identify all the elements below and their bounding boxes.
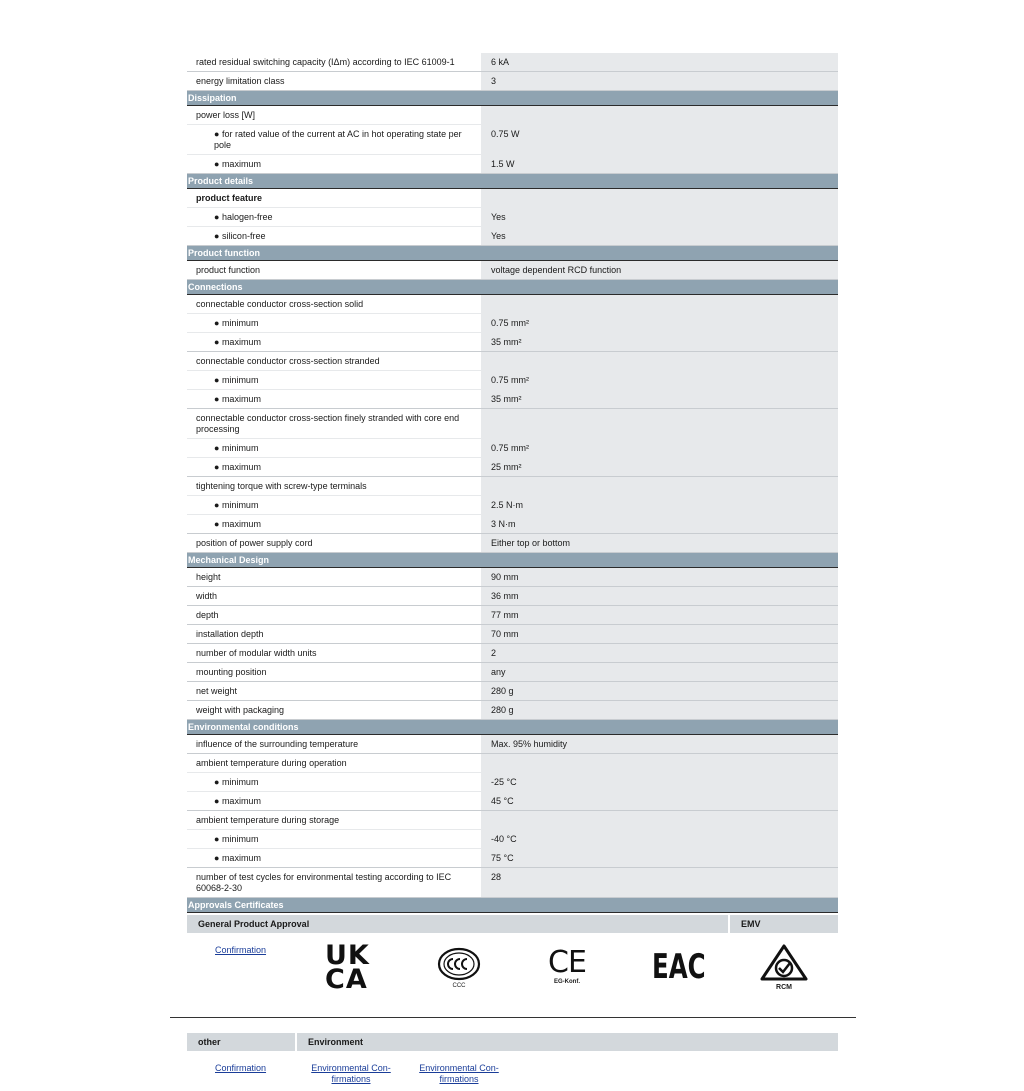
- spec-label: [187, 773, 481, 791]
- spec-label: [187, 314, 481, 332]
- spec-label: installation depth: [187, 625, 481, 643]
- spec-row: [187, 587, 838, 606]
- spec-value: [481, 754, 838, 772]
- spec-label-text: silicon-free: [221, 231, 266, 241]
- spec-value: Either top or bottom: [481, 534, 838, 552]
- spec-value: 2: [481, 644, 838, 662]
- spec-row: [187, 409, 838, 439]
- spec-row: [187, 208, 838, 227]
- spec-value: 280 g: [481, 701, 838, 719]
- spec-row: [187, 352, 838, 371]
- spec-row: [187, 390, 838, 409]
- spec-row: [187, 811, 838, 830]
- spec-row: [187, 439, 838, 458]
- spec-label: power loss [W]: [187, 106, 481, 124]
- eac-mark: EAC: [652, 947, 706, 987]
- ccc-caption: CCC: [452, 983, 466, 989]
- spec-row: [187, 496, 838, 515]
- spec-label-text: maximum: [221, 796, 261, 806]
- spec-label: [187, 333, 481, 351]
- spec-label: position of power supply cord: [187, 534, 481, 552]
- spec-value: 280 g: [481, 682, 838, 700]
- ukca-line2: CA: [325, 964, 368, 995]
- section-header-connections: Connections: [187, 280, 838, 295]
- spec-row: [187, 477, 838, 496]
- spec-row: [187, 458, 838, 477]
- bullet-icon: ●: [214, 231, 222, 241]
- spec-value: 77 mm: [481, 606, 838, 624]
- bullet-icon: ●: [214, 159, 222, 169]
- spec-label: [187, 496, 481, 514]
- bullet-icon: ●: [214, 500, 222, 510]
- spec-label: connectable conductor cross-section finely stranded with core end processing: [187, 409, 481, 438]
- spec-value: 90 mm: [481, 568, 838, 586]
- spec-label: [187, 458, 481, 476]
- approval-logos: [187, 933, 838, 1033]
- spec-value: 0.75 mm²: [481, 314, 838, 332]
- section-header-mechanical: Mechanical Design: [187, 553, 838, 568]
- spec-value: 45 °C: [481, 792, 838, 810]
- spec-value: 0.75 W: [481, 125, 838, 154]
- spec-row: [187, 868, 838, 898]
- confirmation-link[interactable]: Confirmation: [215, 945, 267, 955]
- ccc-mark-icon: [437, 947, 481, 981]
- bullet-icon: ●: [214, 375, 222, 385]
- spec-label-text: maximum: [221, 853, 261, 863]
- spec-value: [481, 352, 838, 370]
- bullet-icon: ●: [214, 337, 222, 347]
- spec-label: influence of the surrounding temperature: [187, 735, 481, 753]
- spec-row: [187, 189, 838, 208]
- spec-label: energy limitation class: [187, 72, 481, 90]
- spec-value: 75 °C: [481, 849, 838, 867]
- spec-value: 0.75 mm²: [481, 371, 838, 389]
- environmental-confirmations-link-1[interactable]: [307, 1063, 395, 1085]
- other-header: other: [198, 1037, 221, 1047]
- emv-header: EMV: [728, 915, 838, 933]
- bullet-icon: ●: [214, 777, 222, 787]
- spec-label: connectable conductor cross-section solid: [187, 295, 481, 313]
- spec-row: [187, 227, 838, 246]
- spec-row: [187, 754, 838, 773]
- spec-label: [187, 125, 481, 154]
- spec-label-text: halogen-free: [221, 212, 273, 222]
- datasheet-table: [187, 53, 838, 1091]
- spec-label: mounting position: [187, 663, 481, 681]
- spec-value: 28: [481, 868, 838, 897]
- rcm-caption: RCM: [776, 984, 792, 991]
- approvals-header-row: [187, 915, 838, 933]
- eac-logo: [652, 947, 706, 987]
- spec-label: [187, 390, 481, 408]
- spec-row: [187, 682, 838, 701]
- link-text-line1: Environmental Con-: [419, 1063, 499, 1073]
- spec-row: [187, 625, 838, 644]
- environmental-confirmations-link-2[interactable]: [415, 1063, 503, 1085]
- spec-row: [187, 261, 838, 280]
- spec-row: [187, 371, 838, 390]
- spec-row: [187, 314, 838, 333]
- other-header-row: [187, 1033, 838, 1051]
- spec-label: product function: [187, 261, 481, 279]
- link-text-line2: firmations: [439, 1074, 479, 1084]
- spec-label-text: maximum: [221, 394, 261, 404]
- spec-row: [187, 515, 838, 534]
- spec-row: [187, 72, 838, 91]
- spec-value: -40 °C: [481, 830, 838, 848]
- spec-value: -25 °C: [481, 773, 838, 791]
- bullet-icon: ●: [214, 519, 222, 529]
- spec-label-text: minimum: [221, 318, 259, 328]
- spec-value: 6 kA: [481, 53, 838, 71]
- spec-label: [187, 371, 481, 389]
- spec-value: Yes: [481, 208, 838, 226]
- spec-label: weight with packaging: [187, 701, 481, 719]
- spec-value: [481, 295, 838, 313]
- spec-label: [187, 849, 481, 867]
- spec-row: [187, 333, 838, 352]
- section-header-product-details: Product details: [187, 174, 838, 189]
- spec-value: 36 mm: [481, 587, 838, 605]
- spec-value: 0.75 mm²: [481, 439, 838, 457]
- spec-row: [187, 663, 838, 682]
- spec-value: 3 N·m: [481, 515, 838, 533]
- section-header-approvals: Approvals Certificates: [187, 898, 838, 913]
- spec-row: [187, 735, 838, 754]
- spec-value: [481, 811, 838, 829]
- ccc-logo: [437, 947, 481, 990]
- spec-value: Yes: [481, 227, 838, 245]
- bullet-icon: ●: [214, 394, 222, 404]
- spec-label: height: [187, 568, 481, 586]
- bullet-icon: ●: [214, 796, 222, 806]
- spec-value: 35 mm²: [481, 333, 838, 351]
- spec-label: depth: [187, 606, 481, 624]
- spec-label: number of test cycles for environmental testing according to IEC 60068-2-30: [187, 868, 481, 897]
- spec-row: [187, 701, 838, 720]
- spec-label-text: maximum: [221, 159, 261, 169]
- spec-row: [187, 849, 838, 868]
- spec-label-text: minimum: [221, 834, 259, 844]
- spec-label-text: minimum: [221, 777, 259, 787]
- spec-row: [187, 106, 838, 125]
- spec-value: [481, 477, 838, 495]
- spec-label: connectable conductor cross-section stranded: [187, 352, 481, 370]
- rcm-mark-icon: [759, 944, 809, 982]
- spec-label-text: maximum: [221, 337, 261, 347]
- spec-row: [187, 606, 838, 625]
- spec-row: [187, 155, 838, 174]
- bullet-icon: ●: [214, 853, 222, 863]
- ce-mark: CE: [548, 945, 586, 980]
- spec-value: Max. 95% humidity: [481, 735, 838, 753]
- confirmation-link-other[interactable]: Confirmation: [215, 1063, 267, 1073]
- spec-row: [187, 773, 838, 792]
- bullet-icon: ●: [214, 212, 222, 222]
- bullet-icon: ●: [214, 318, 222, 328]
- spec-value: 2.5 N·m: [481, 496, 838, 514]
- spec-label: rated residual switching capacity (IΔm) according to IEC 61009-1: [187, 53, 481, 71]
- spec-value: [481, 409, 838, 438]
- link-text-line1: Environmental Con-: [311, 1063, 391, 1073]
- general-approval-header: General Product Approval: [198, 919, 310, 929]
- spec-label-text: minimum: [221, 375, 259, 385]
- spec-label: [187, 515, 481, 533]
- section-header-environmental: Environmental conditions: [187, 720, 838, 735]
- ukca-line1: UK: [325, 940, 370, 971]
- spec-label: tightening torque with screw-type terminals: [187, 477, 481, 495]
- spec-label-text: maximum: [221, 519, 261, 529]
- section-header-product-function: Product function: [187, 246, 838, 261]
- spec-label: width: [187, 587, 481, 605]
- spec-label: [187, 208, 481, 226]
- ukca-logo: [325, 940, 377, 995]
- spec-label-text: for rated value of the current at AC in hot operating state per pole: [214, 129, 462, 150]
- spec-label: number of modular width units: [187, 644, 481, 662]
- environment-header: Environment: [295, 1033, 838, 1051]
- spec-label: product feature: [187, 189, 481, 207]
- spec-row: [187, 53, 838, 72]
- spec-value: 3: [481, 72, 838, 90]
- spec-label: [187, 439, 481, 457]
- link-text-line2: firmations: [331, 1074, 371, 1084]
- rcm-logo: [758, 944, 810, 992]
- footer-divider: [170, 1017, 856, 1018]
- spec-value: voltage dependent RCD function: [481, 261, 838, 279]
- spec-row: [187, 830, 838, 849]
- spec-label: [187, 155, 481, 173]
- spec-label: [187, 792, 481, 810]
- spec-row: [187, 534, 838, 553]
- spec-row: [187, 568, 838, 587]
- spec-row: [187, 295, 838, 314]
- spec-value: 25 mm²: [481, 458, 838, 476]
- spec-value: [481, 106, 838, 124]
- spec-row: [187, 644, 838, 663]
- spec-label-text: maximum: [221, 462, 261, 472]
- bullet-icon: ●: [214, 462, 222, 472]
- spec-value: 1.5 W: [481, 155, 838, 173]
- spec-label-text: minimum: [221, 443, 259, 453]
- spec-row: [187, 125, 838, 155]
- spec-label: [187, 830, 481, 848]
- spec-label-text: minimum: [221, 500, 259, 510]
- spec-row: [187, 792, 838, 811]
- spec-value: any: [481, 663, 838, 681]
- spec-value: [481, 189, 838, 207]
- bullet-icon: ●: [214, 129, 222, 139]
- spec-label: [187, 227, 481, 245]
- ce-logo: [547, 947, 587, 986]
- spec-value: 35 mm²: [481, 390, 838, 408]
- section-header-dissipation: Dissipation: [187, 91, 838, 106]
- spec-label: ambient temperature during operation: [187, 754, 481, 772]
- bullet-icon: ●: [214, 834, 222, 844]
- ce-caption: EG-Konf.: [554, 979, 580, 985]
- other-links: [187, 1051, 838, 1091]
- bullet-icon: ●: [214, 443, 222, 453]
- spec-label: ambient temperature during storage: [187, 811, 481, 829]
- spec-label: net weight: [187, 682, 481, 700]
- spec-value: 70 mm: [481, 625, 838, 643]
